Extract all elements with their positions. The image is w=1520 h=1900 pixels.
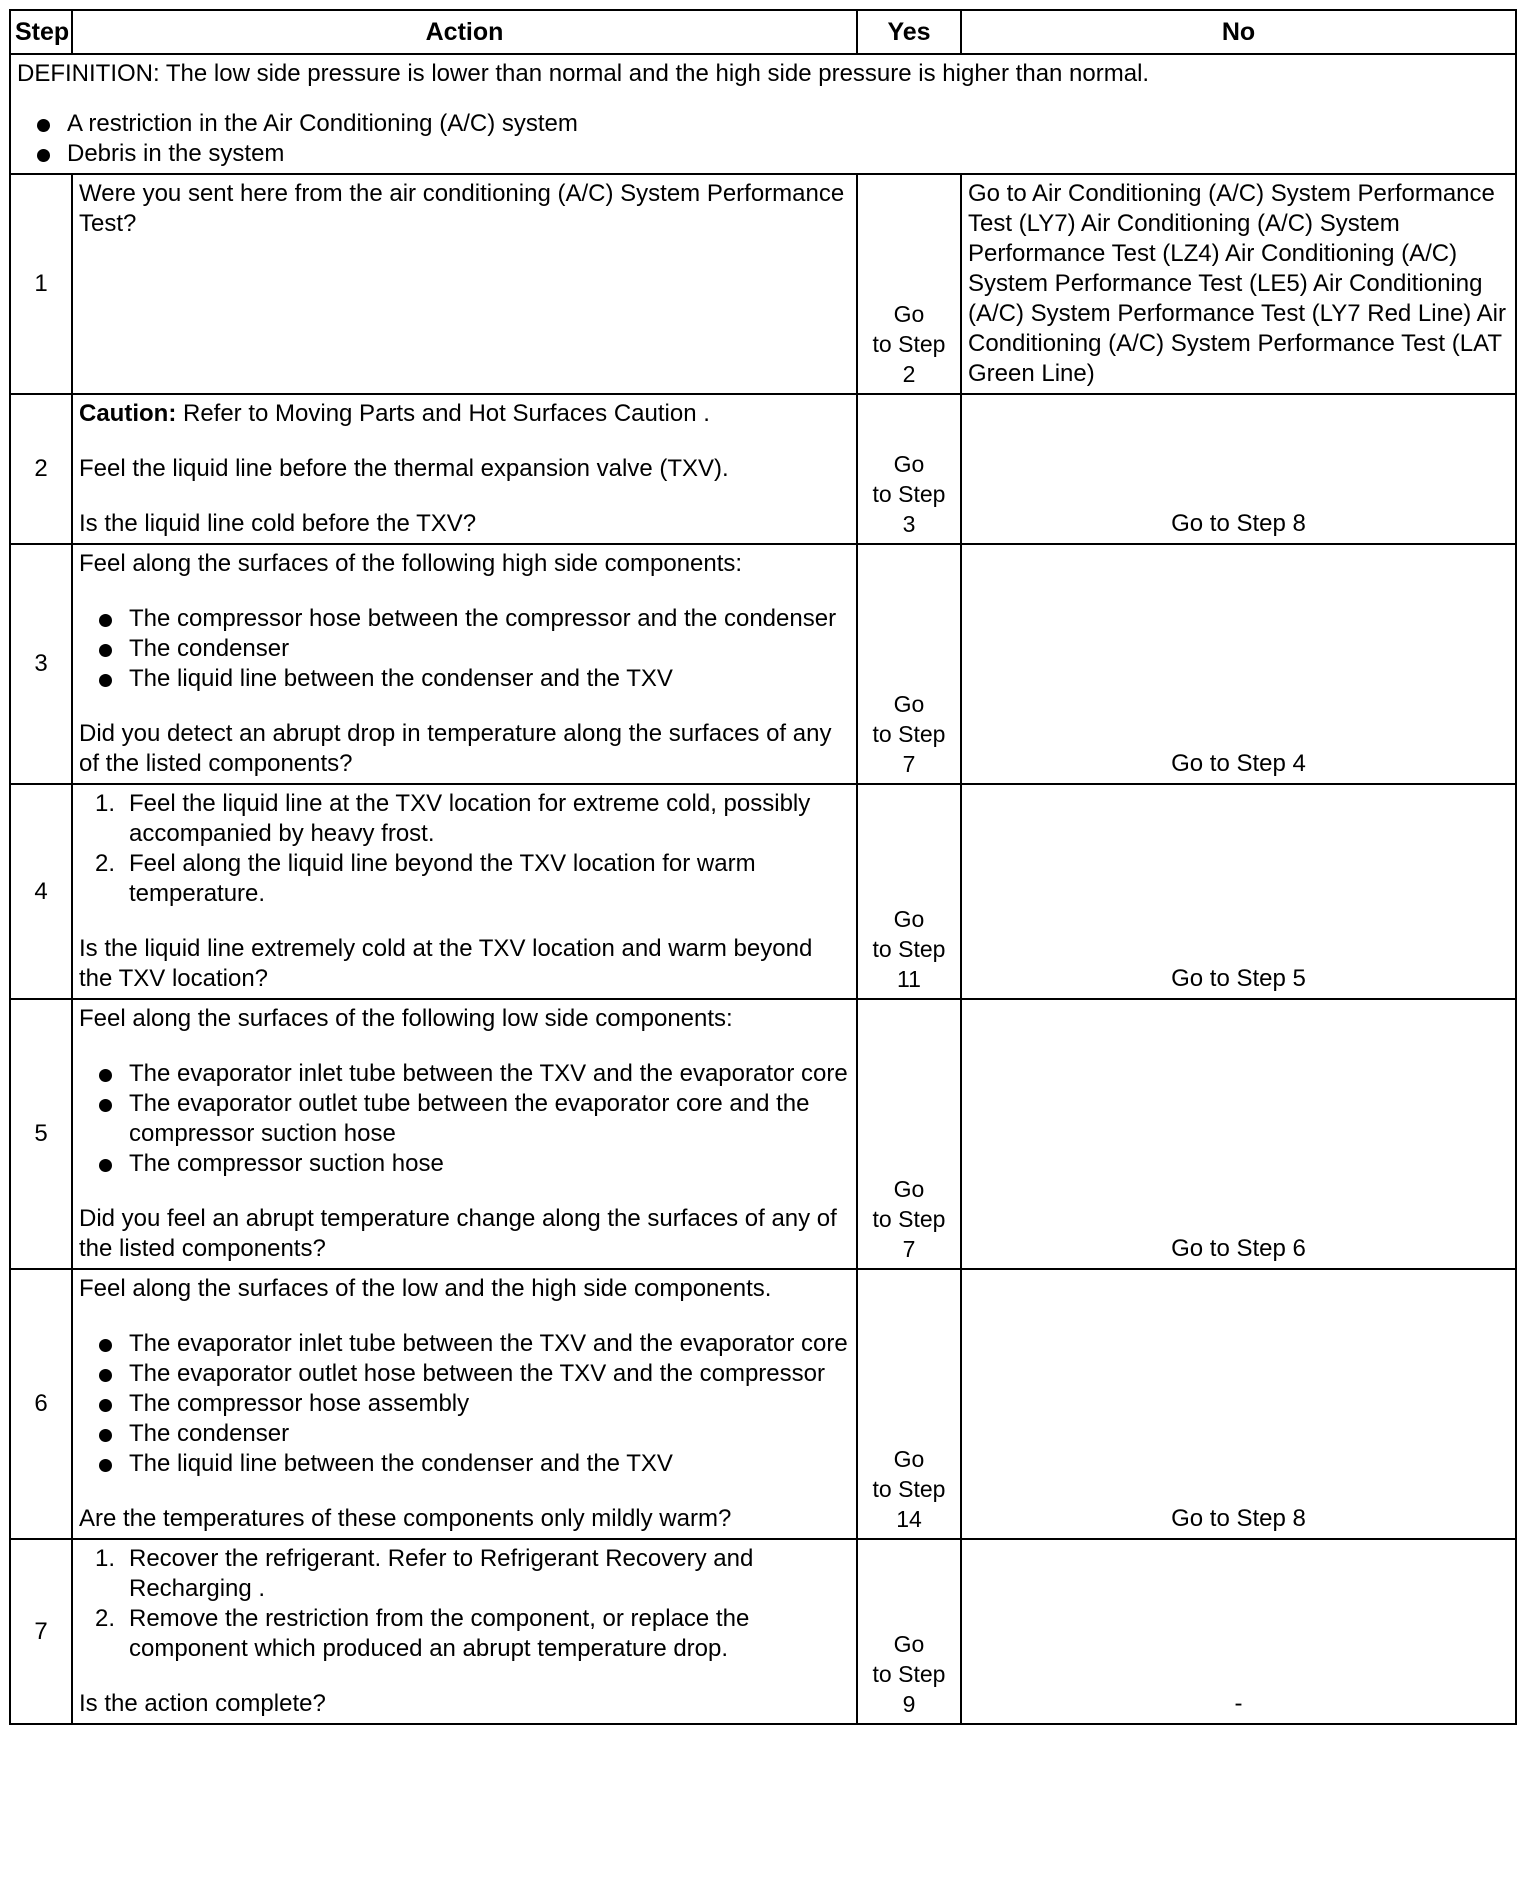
definition-bullet: A restriction in the Air Conditioning (A/C) system: [17, 109, 1509, 139]
list-item-text: Recover the refrigerant. Refer to Refrigerant Recovery and Recharging .: [129, 1545, 754, 1602]
action-cell: [72, 1539, 857, 1724]
action-cell: [72, 784, 857, 999]
yes-go: Go: [893, 1176, 925, 1202]
list-item: The evaporator outlet hose between the TXV and the compressor: [79, 1359, 850, 1389]
action-question: Did you detect an abrupt drop in temperature along the surfaces of any of the listed components?: [79, 720, 832, 777]
list-item: The condenser: [79, 634, 850, 664]
list-item-text: Feel the liquid line at the TXV location for extreme cold, possibly accompanied by heavy frost.: [129, 790, 811, 847]
header-no: No: [961, 10, 1516, 54]
action-question: Are the temperatures of these components only mildly warm?: [79, 1505, 732, 1532]
list-item: The compressor hose assembly: [79, 1389, 850, 1419]
action-instruction: Feel the liquid line before the thermal expansion valve (TXV).: [79, 455, 729, 482]
yes-cell: [857, 394, 961, 544]
yes-step-number: 7: [902, 751, 916, 777]
yes-step-number: 14: [896, 1506, 922, 1532]
no-text: Go to Step 8: [1171, 510, 1306, 537]
list-item: 1. Recover the refrigerant. Refer to Refrigerant Recovery and Recharging .: [95, 1545, 754, 1602]
yes-to-step: to Step: [872, 1476, 946, 1502]
list-item: The compressor hose between the compressor and the condenser: [79, 604, 850, 634]
yes-cell: [857, 1269, 961, 1539]
header-row: [10, 10, 1516, 54]
action-question: Were you sent here from the air conditioning (A/C) System Performance Test?: [79, 180, 845, 237]
yes-step-number: 2: [902, 361, 916, 387]
table-row: [10, 784, 1516, 999]
header-step: Step: [10, 10, 72, 54]
yes-go: Go: [893, 1631, 925, 1657]
component-list: [79, 604, 850, 694]
action-question: Is the action complete?: [79, 1690, 326, 1717]
list-item-text: Remove the restriction from the component, or replace the component which produced an abrupt temperature drop.: [129, 1605, 750, 1662]
header-yes: Yes: [857, 10, 961, 54]
table-row: [10, 1539, 1516, 1724]
yes-cell: [857, 1539, 961, 1724]
caution-label: Caution:: [79, 400, 177, 427]
table-row: [10, 1269, 1516, 1539]
table-row: [10, 999, 1516, 1269]
no-text: Go to Step 8: [1171, 1505, 1306, 1532]
definition-cell: [10, 54, 1516, 174]
step-number: 6: [10, 1269, 72, 1539]
list-item: The evaporator inlet tube between the TXV and the evaporator core: [79, 1059, 850, 1089]
list-item: The liquid line between the condenser and the TXV: [79, 1449, 850, 1479]
action-question: Is the liquid line cold before the TXV?: [79, 510, 477, 537]
action-cell: [72, 1269, 857, 1539]
list-item: The evaporator inlet tube between the TXV and the evaporator core: [79, 1329, 850, 1359]
action-cell: [72, 544, 857, 784]
yes-to-step: to Step: [872, 721, 946, 747]
yes-to-step: to Step: [872, 1206, 946, 1232]
list-item: 2. Remove the restriction from the component, or replace the component which produced an abrupt temperature drop.: [95, 1605, 750, 1662]
header-action: Action: [72, 10, 857, 54]
no-text: Go to Step 4: [1171, 750, 1306, 777]
definition-bullet: Debris in the system: [17, 139, 1509, 169]
yes-cell: [857, 784, 961, 999]
step-number: 2: [10, 394, 72, 544]
no-cell: [961, 174, 1516, 394]
no-cell: [961, 999, 1516, 1269]
list-item: The evaporator outlet tube between the evaporator core and the compressor suction hose: [79, 1089, 850, 1149]
list-item: 1. Feel the liquid line at the TXV location for extreme cold, possibly accompanied by heavy frost.: [95, 790, 811, 847]
action-intro: Feel along the surfaces of the following low side components:: [79, 1005, 733, 1032]
component-list: [79, 1059, 850, 1179]
definition-bullets: [17, 109, 1509, 169]
no-text: -: [1234, 1690, 1243, 1717]
no-cell: [961, 784, 1516, 999]
no-text: Go to Air Conditioning (A/C) System Performance Test (LY7) Air Conditioning (A/C) System Performance Test (LZ4) Air Conditioning (A/C) System Performance Test (LE5) Air Conditioning (A/C) System Performance Test (LY7 Red Line) Air Conditioning (A/C) System Performance Test (LAT Green Line): [968, 180, 1506, 387]
no-cell: [961, 544, 1516, 784]
numbered-list: [79, 1544, 850, 1664]
step-number: 7: [10, 1539, 72, 1724]
action-question: Is the liquid line extremely cold at the TXV location and warm beyond the TXV location?: [79, 935, 813, 992]
diagnostic-table: [9, 9, 1517, 1725]
step-number: 4: [10, 784, 72, 999]
step-number: 3: [10, 544, 72, 784]
yes-cell: [857, 544, 961, 784]
yes-step-number: 11: [897, 966, 921, 992]
no-cell: [961, 394, 1516, 544]
action-intro: Feel along the surfaces of the low and the high side components.: [79, 1275, 772, 1302]
yes-step-number: 3: [902, 511, 916, 537]
yes-go: Go: [893, 906, 925, 932]
list-item: The condenser: [79, 1419, 850, 1449]
yes-cell: [857, 999, 961, 1269]
yes-go: Go: [893, 1446, 925, 1472]
step-number: 1: [10, 174, 72, 394]
yes-go: Go: [893, 451, 925, 477]
yes-step-number: 7: [902, 1236, 916, 1262]
yes-go: Go: [893, 301, 925, 327]
yes-go: Go: [893, 691, 925, 717]
caution-line: [79, 399, 850, 429]
no-cell: [961, 1269, 1516, 1539]
list-item: The compressor suction hose: [79, 1149, 850, 1179]
list-item-text: Feel along the liquid line beyond the TXV location for warm temperature.: [129, 850, 756, 907]
yes-to-step: to Step: [872, 936, 946, 962]
list-item: 2. Feel along the liquid line beyond the TXV location for warm temperature.: [95, 850, 756, 907]
yes-to-step: to Step: [872, 1661, 946, 1687]
component-list: [79, 1329, 850, 1479]
yes-to-step: to Step: [872, 331, 946, 357]
no-text: Go to Step 6: [1171, 1235, 1306, 1262]
yes-cell: [857, 174, 961, 394]
definition-row: [10, 54, 1516, 174]
action-cell: [72, 394, 857, 544]
action-cell: [72, 999, 857, 1269]
caution-text: Refer to Moving Parts and Hot Surfaces Caution .: [176, 400, 710, 427]
list-item: The liquid line between the condenser and the TXV: [79, 664, 850, 694]
table-row: [10, 394, 1516, 544]
step-number: 5: [10, 999, 72, 1269]
action-cell: [72, 174, 857, 394]
no-cell: [961, 1539, 1516, 1724]
action-question: Did you feel an abrupt temperature change along the surfaces of any of the listed components?: [79, 1205, 837, 1262]
definition-text: DEFINITION: The low side pressure is lower than normal and the high side pressure is higher than normal.: [17, 60, 1150, 87]
table-row: [10, 174, 1516, 394]
numbered-list: [79, 789, 850, 909]
yes-to-step: to Step: [872, 481, 946, 507]
no-text: Go to Step 5: [1171, 965, 1306, 992]
yes-step-number: 9: [902, 1691, 916, 1717]
action-intro: Feel along the surfaces of the following high side components:: [79, 550, 743, 577]
table-row: [10, 544, 1516, 784]
